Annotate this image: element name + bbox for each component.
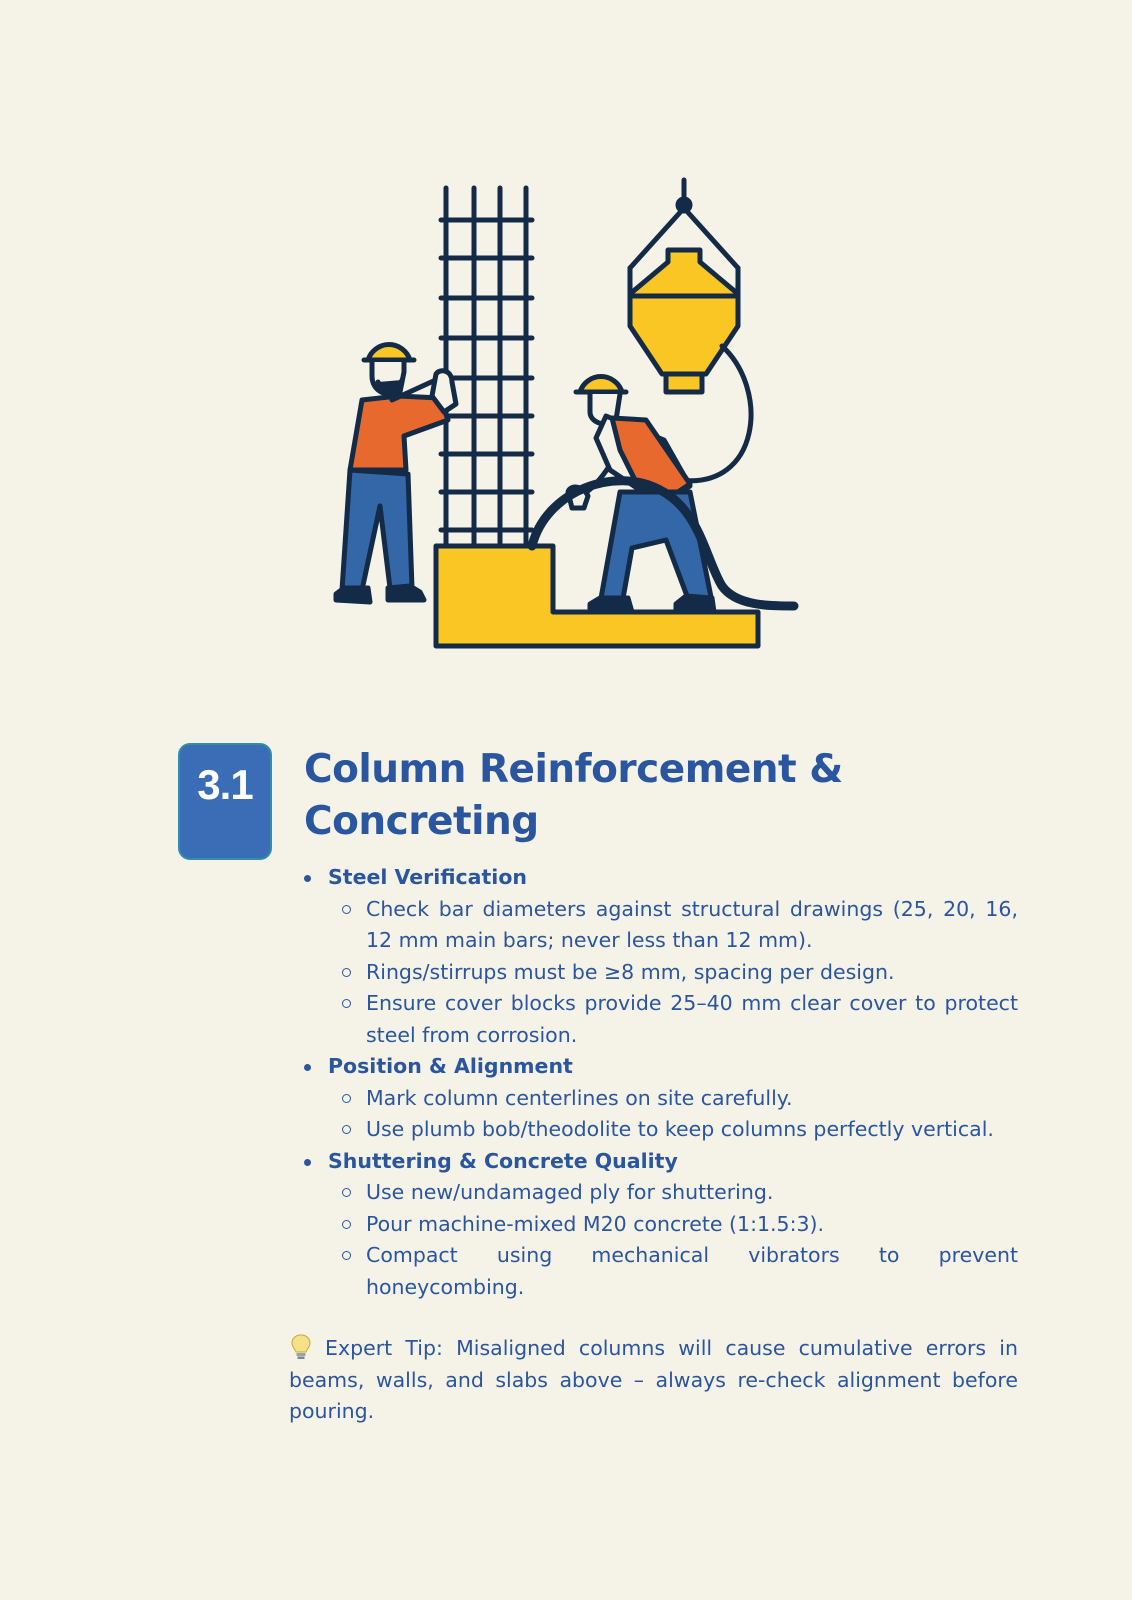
list-item: Ensure cover blocks provide 25–40 mm clear cover to protect steel from corrosion. (366, 988, 1018, 1051)
list-item: Mark column centerlines on site carefully. (366, 1083, 1018, 1115)
worker-right-icon (568, 377, 714, 612)
checklist-group (304, 862, 1018, 1051)
list-item: Check bar diameters against structural drawings (25, 20, 16, 12 mm main bars; never less than 12 mm). (366, 894, 1018, 957)
checklist-group (304, 1146, 1018, 1304)
tip-text: Expert Tip: Misaligned columns will cause cumulative errors in beams, walls, and slabs above – always re-check alignment before pouring. (289, 1336, 1018, 1423)
rebar-cage-icon (441, 188, 532, 560)
group-heading: Position & Alignment (328, 1054, 573, 1078)
list-item: Use new/undamaged ply for shuttering. (366, 1177, 1018, 1209)
group-heading: Shuttering & Concrete Quality (328, 1148, 678, 1173)
list-item: Rings/stirrups must be ≥8 mm, spacing per design. (366, 957, 1018, 989)
expert-tip (289, 1333, 1018, 1428)
checklist (304, 862, 1018, 1303)
checklist-group (304, 1051, 1018, 1146)
section-title: Column Reinforcement & Concreting (304, 747, 843, 844)
list-item: Compact using mechanical vibrators to prevent honeycombing. (366, 1240, 1018, 1303)
section-number-badge: 3.1 (178, 743, 272, 860)
list-item: Pour machine-mixed M20 concrete (1:1.5:3). (366, 1209, 1018, 1241)
lightbulb-icon (289, 1333, 313, 1361)
construction-illustration (320, 170, 810, 650)
group-heading: Steel Verification (328, 865, 528, 889)
list-item: Use plumb bob/theodolite to keep columns perfectly vertical. (366, 1114, 1018, 1146)
